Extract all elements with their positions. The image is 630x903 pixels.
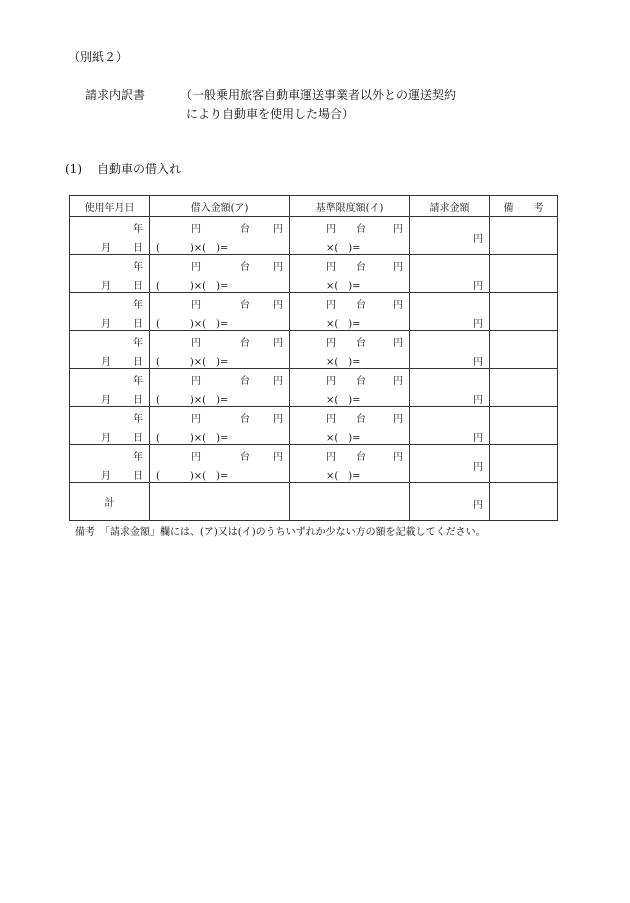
document-title: 請求内訳書: [85, 88, 146, 102]
borrow-amount-cell[interactable]: [150, 369, 290, 407]
vehicle-count-unit: 台: [240, 300, 250, 311]
total-limit-cell[interactable]: [290, 483, 410, 521]
yen-unit: 円: [273, 376, 283, 387]
yen-unit: 円: [326, 452, 336, 463]
yen-unit: 円: [473, 281, 483, 292]
yen-unit: 円: [393, 224, 403, 235]
table-row: [70, 293, 558, 331]
total-remarks-cell[interactable]: [490, 483, 558, 521]
header-remarks: 備 考: [490, 196, 558, 217]
yen-unit: 円: [191, 300, 201, 311]
yen-unit: 円: [393, 414, 403, 425]
vehicle-count-unit: 台: [240, 338, 250, 349]
month-unit: 月: [101, 243, 111, 254]
yen-unit: 円: [273, 262, 283, 273]
claim-amount-cell[interactable]: [410, 369, 490, 407]
yen-unit: 円: [393, 262, 403, 273]
usage-date-cell[interactable]: [70, 217, 150, 255]
header-borrow-amount: 借入金額(ア): [150, 196, 290, 217]
month-unit: 月: [101, 471, 111, 482]
year-unit: 年: [133, 414, 143, 425]
borrow-formula: ( )×( )=: [156, 471, 229, 482]
yen-unit: 円: [326, 224, 336, 235]
remarks-cell[interactable]: [490, 217, 558, 255]
month-unit: 月: [101, 281, 111, 292]
limit-amount-cell[interactable]: [290, 293, 410, 331]
total-row: [70, 483, 558, 521]
table-header-row: [70, 196, 558, 217]
total-claim-cell[interactable]: [410, 483, 490, 521]
remarks-cell[interactable]: [490, 255, 558, 293]
limit-amount-cell[interactable]: [290, 445, 410, 483]
yen-unit: 円: [273, 414, 283, 425]
yen-unit: 円: [326, 376, 336, 387]
usage-date-cell[interactable]: [70, 293, 150, 331]
borrow-formula: ( )×( )=: [156, 433, 229, 444]
month-unit: 月: [101, 357, 111, 368]
vehicle-count-unit: 台: [356, 224, 366, 235]
appendix-label: （別紙２）: [68, 50, 129, 64]
vehicle-count-unit: 台: [356, 452, 366, 463]
table-row: [70, 445, 558, 483]
header-usage-date: 使用年月日: [70, 196, 150, 217]
table-row: [70, 331, 558, 369]
claim-amount-cell[interactable]: [410, 445, 490, 483]
remarks-cell[interactable]: [490, 369, 558, 407]
claim-amount-cell[interactable]: [410, 255, 490, 293]
vehicle-count-unit: 台: [240, 224, 250, 235]
yen-unit: 円: [191, 338, 201, 349]
vehicle-count-unit: 台: [240, 262, 250, 273]
yen-unit: 円: [473, 433, 483, 444]
yen-unit: 円: [473, 500, 483, 511]
limit-formula: ×( )=: [326, 433, 361, 444]
claim-amount-cell[interactable]: [410, 331, 490, 369]
year-unit: 年: [133, 262, 143, 273]
limit-amount-cell[interactable]: [290, 217, 410, 255]
day-unit: 日: [133, 319, 143, 330]
yen-unit: 円: [473, 357, 483, 368]
yen-unit: 円: [191, 452, 201, 463]
borrow-amount-cell[interactable]: [150, 293, 290, 331]
vehicle-count-unit: 台: [356, 262, 366, 273]
vehicle-count-unit: 台: [240, 376, 250, 387]
claim-amount-cell[interactable]: [410, 407, 490, 445]
day-unit: 日: [133, 243, 143, 254]
remarks-cell[interactable]: [490, 331, 558, 369]
usage-date-cell[interactable]: [70, 369, 150, 407]
yen-unit: 円: [473, 395, 483, 406]
table-row: [70, 407, 558, 445]
yen-unit: 円: [191, 262, 201, 273]
remarks-cell[interactable]: [490, 407, 558, 445]
vehicle-count-unit: 台: [356, 414, 366, 425]
document-description-line-2: により自動車を使用した場合）: [186, 107, 355, 121]
vehicle-count-unit: 台: [356, 300, 366, 311]
usage-date-cell[interactable]: [70, 445, 150, 483]
document-description: [180, 86, 456, 124]
month-unit: 月: [101, 319, 111, 330]
borrow-amount-cell[interactable]: [150, 445, 290, 483]
claim-amount-cell[interactable]: [410, 217, 490, 255]
yen-unit: 円: [393, 338, 403, 349]
limit-amount-cell[interactable]: [290, 255, 410, 293]
yen-unit: 円: [473, 319, 483, 330]
remarks-cell[interactable]: [490, 293, 558, 331]
limit-formula: ×( )=: [326, 281, 361, 292]
limit-amount-cell[interactable]: [290, 407, 410, 445]
limit-formula: ×( )=: [326, 471, 361, 482]
yen-unit: 円: [326, 338, 336, 349]
borrow-amount-cell[interactable]: [150, 217, 290, 255]
remarks-note: 備考 「請求金額」欄には、(ア)又は(イ)のうちいずれか少ない方の額を記載してください。: [75, 527, 486, 538]
total-label: 計: [70, 483, 150, 521]
claim-breakdown-table: [69, 195, 558, 521]
borrow-amount-cell[interactable]: [150, 255, 290, 293]
vehicle-count-unit: 台: [240, 414, 250, 425]
limit-formula: ×( )=: [326, 395, 361, 406]
vehicle-count-unit: 台: [240, 452, 250, 463]
yen-unit: 円: [473, 462, 483, 473]
limit-amount-cell[interactable]: [290, 369, 410, 407]
yen-unit: 円: [473, 234, 483, 245]
year-unit: 年: [133, 224, 143, 235]
limit-formula: ×( )=: [326, 243, 361, 254]
yen-unit: 円: [191, 376, 201, 387]
day-unit: 日: [133, 395, 143, 406]
yen-unit: 円: [191, 224, 201, 235]
borrow-formula: ( )×( )=: [156, 281, 229, 292]
borrow-formula: ( )×( )=: [156, 243, 229, 254]
usage-date-cell[interactable]: [70, 255, 150, 293]
day-unit: 日: [133, 433, 143, 444]
month-unit: 月: [101, 395, 111, 406]
day-unit: 日: [133, 357, 143, 368]
header-claim-amount: 請求金額: [410, 196, 490, 217]
vehicle-count-unit: 台: [356, 338, 366, 349]
month-unit: 月: [101, 433, 111, 444]
table-row: [70, 369, 558, 407]
borrow-amount-cell[interactable]: [150, 407, 290, 445]
section-heading: [65, 160, 181, 177]
yen-unit: 円: [326, 262, 336, 273]
yen-unit: 円: [273, 300, 283, 311]
limit-formula: ×( )=: [326, 319, 361, 330]
yen-unit: 円: [273, 452, 283, 463]
usage-date-cell[interactable]: [70, 331, 150, 369]
borrow-amount-cell[interactable]: [150, 331, 290, 369]
day-unit: 日: [133, 281, 143, 292]
document-description-line-1: （一般乗用旅客自動車運送事業者以外との運送契約: [180, 88, 457, 102]
limit-amount-cell[interactable]: [290, 331, 410, 369]
table-row: [70, 217, 558, 255]
year-unit: 年: [133, 300, 143, 311]
total-borrow-cell[interactable]: [150, 483, 290, 521]
vehicle-count-unit: 台: [356, 376, 366, 387]
borrow-formula: ( )×( )=: [156, 395, 229, 406]
yen-unit: 円: [393, 300, 403, 311]
limit-formula: ×( )=: [326, 357, 361, 368]
claim-amount-cell[interactable]: [410, 293, 490, 331]
borrow-formula: ( )×( )=: [156, 357, 229, 368]
year-unit: 年: [133, 452, 143, 463]
usage-date-cell[interactable]: [70, 407, 150, 445]
section-title: 自動車の借入れ: [97, 162, 182, 176]
year-unit: 年: [133, 376, 143, 387]
header-limit-amount: 基準限度額(イ): [290, 196, 410, 217]
yen-unit: 円: [273, 338, 283, 349]
yen-unit: 円: [273, 224, 283, 235]
table-row: [70, 255, 558, 293]
yen-unit: 円: [326, 300, 336, 311]
borrow-formula: ( )×( )=: [156, 319, 229, 330]
day-unit: 日: [133, 471, 143, 482]
section-number: (1): [65, 162, 82, 176]
remarks-cell[interactable]: [490, 445, 558, 483]
yen-unit: 円: [191, 414, 201, 425]
yen-unit: 円: [393, 452, 403, 463]
year-unit: 年: [133, 338, 143, 349]
yen-unit: 円: [393, 376, 403, 387]
yen-unit: 円: [326, 414, 336, 425]
